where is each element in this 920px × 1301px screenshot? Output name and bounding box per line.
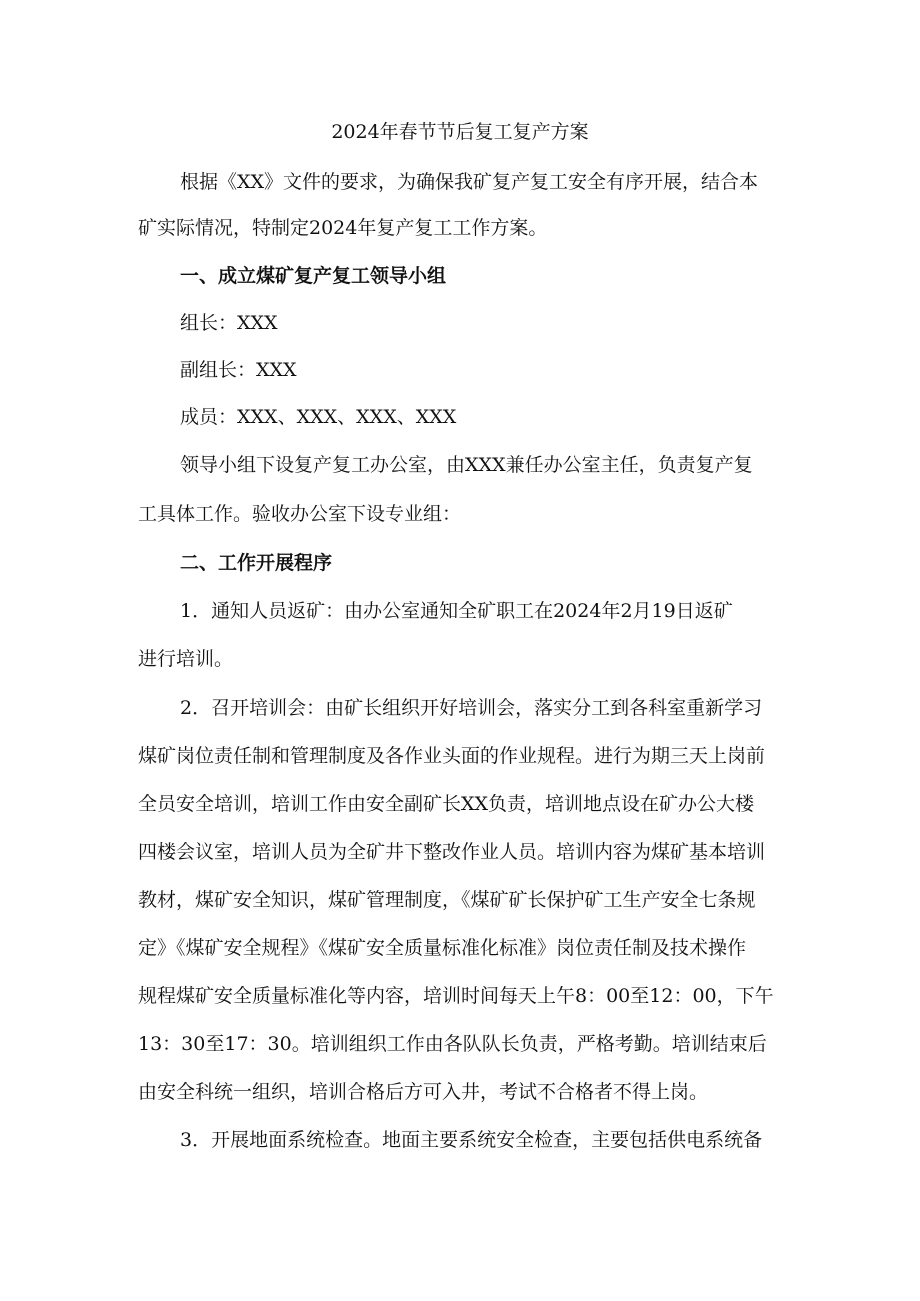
paragraph-line: 定》《煤矿安全规程》《煤矿安全质量标准化标准》岗位责任制及技术操作	[138, 937, 747, 959]
paragraph-line: 矿实际情况，特制定2024年复产复工工作方案。	[138, 217, 548, 239]
paragraph-line: 工具体工作。验收办公室下设专业组：	[138, 503, 462, 525]
paragraph-line: 由安全科统一组织，培训合格后方可入井，考试不合格者不得上岗。	[138, 1081, 709, 1103]
paragraph-line: 副组长：XXX	[180, 359, 297, 381]
paragraph-line: 教材，煤矿安全知识，煤矿管理制度，《煤矿矿长保护矿工生产安全七条规	[138, 889, 756, 911]
paragraph-line: 领导小组下设复产复工办公室，由XXX兼任办公室主任，负责复产复	[180, 454, 753, 476]
paragraph-line: 3．开展地面系统检查。地面主要系统安全检查，主要包括供电系统备	[180, 1129, 763, 1151]
paragraph-line: 四楼会议室，培训人员为全矿井下整改作业人员。培训内容为煤矿基本培训	[138, 841, 766, 863]
paragraph-line: 根据《XX》文件的要求，为确保我矿复产复工安全有序开展，结合本	[180, 171, 759, 193]
paragraph-line: 规程煤矿安全质量标准化等内容，培训时间每天上午8：00至12：00，下午	[138, 985, 774, 1007]
paragraph-line: 13：30至17：30。培训组织工作由各队队长负责，严格考勤。培训结束后	[138, 1033, 767, 1055]
section-heading: 一、成立煤矿复产复工领导小组	[180, 265, 447, 287]
paragraph-line: 成员：XXX、XXX、XXX、XXX	[180, 406, 457, 428]
paragraph-line: 1．通知人员返矿：由办公室通知全矿职工在2024年2月19日返矿	[180, 600, 733, 622]
paragraph-line: 组长：XXX	[180, 312, 278, 334]
paragraph-line: 2．召开培训会：由矿长组织开好培训会，落实分工到各科室重新学习	[180, 697, 763, 719]
paragraph-line: 全员安全培训，培训工作由安全副矿长XX负责，培训地点设在矿办公大楼	[138, 793, 755, 815]
page-title: 2024年春节节后复工复产方案	[331, 121, 589, 143]
paragraph-line: 煤矿岗位责任制和管理制度及各作业头面的作业规程。进行为期三天上岗前	[138, 745, 766, 767]
paragraph-line: 进行培训。	[138, 648, 234, 670]
section-heading: 二、工作开展程序	[180, 552, 333, 574]
